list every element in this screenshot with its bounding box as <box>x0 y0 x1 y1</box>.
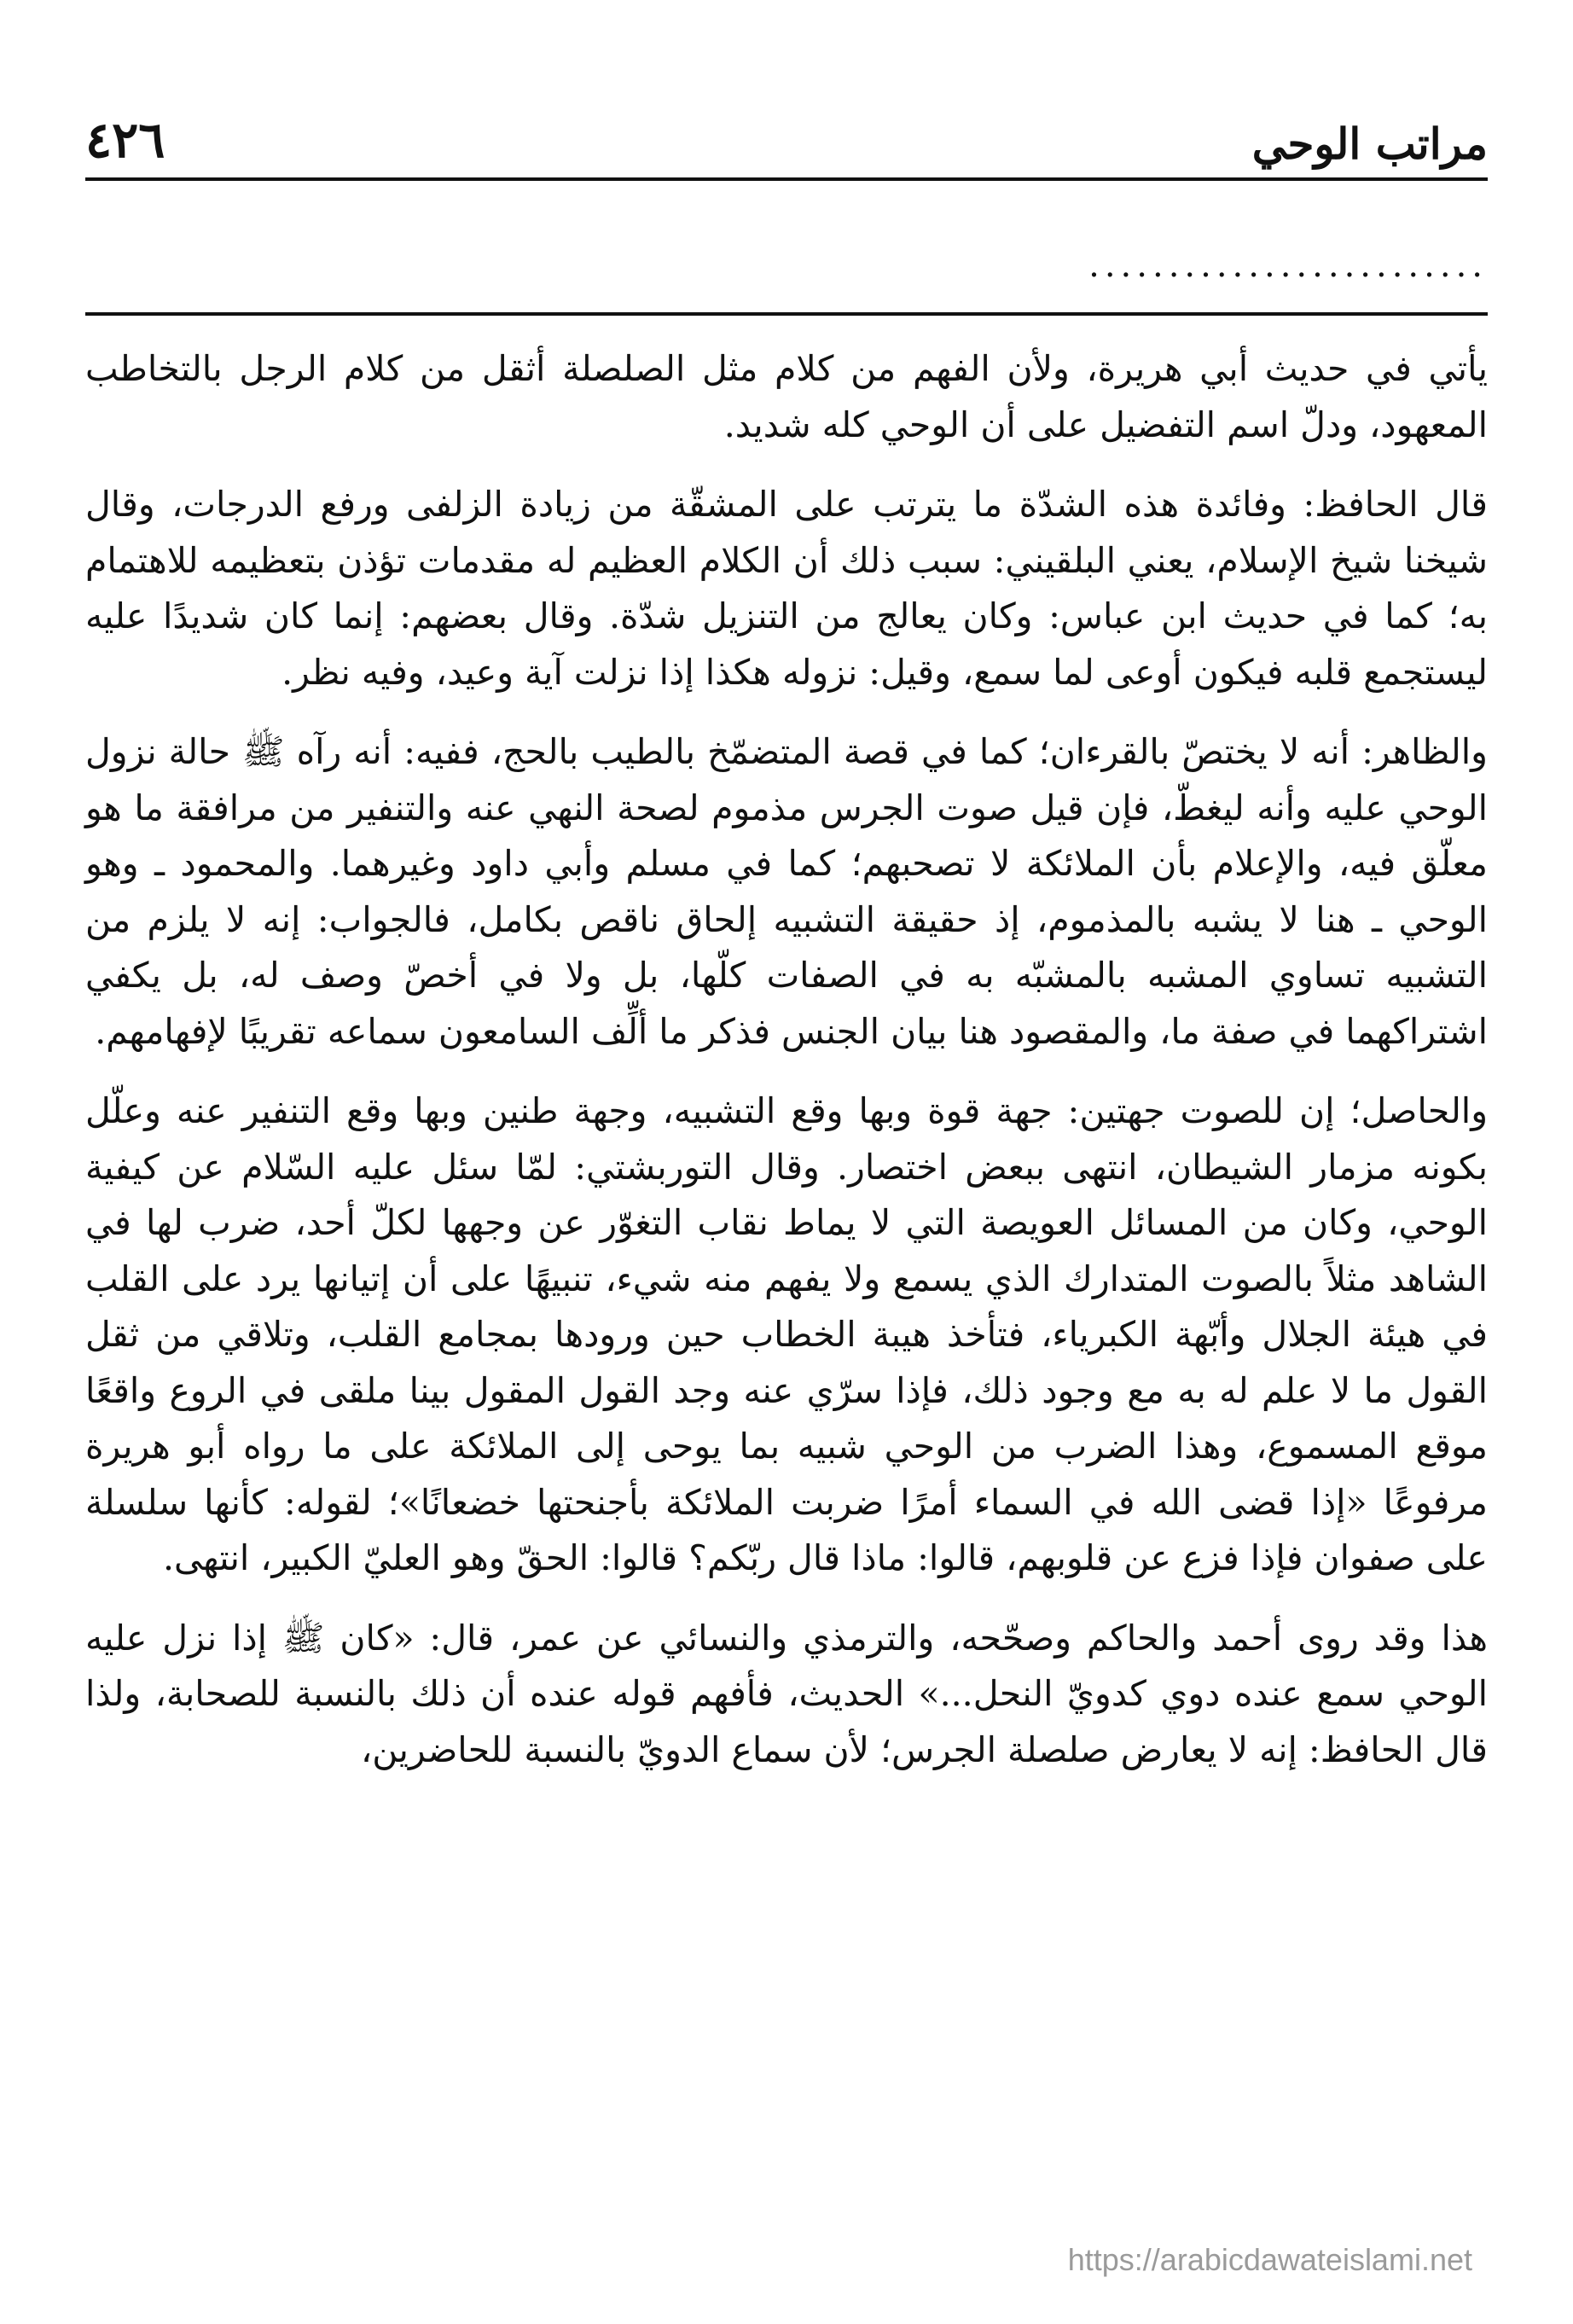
section-rule <box>85 312 1488 316</box>
running-title: مراتب الوحي <box>1251 119 1488 169</box>
page-number: ٤٢٦ <box>85 111 165 169</box>
paragraph: قال الحافظ: وفائدة هذه الشدّة ما يترتب على المشقّة من زيادة الزلفى ورفع الدرجات، وقال شيخنا شيخ الإسلام، يعني البلقيني: سبب ذلك أن الكلام العظيم له مقدمات تؤذن بتعظيمه للاهتمام به؛ كما في حديث ابن عباس: وكان يعالج من التنزيل شدّة. وقال بعضهم: إنما كان شديدًا عليه ليستجمع قلبه فيكون أوعى لما سمع، وقيل: نزوله هكذا إذا نزلت آية وعيد، وفيه نظر. <box>85 484 1488 693</box>
dotted-separator: ......................... <box>1088 246 1488 285</box>
paragraph: والظاهر: أنه لا يختصّ بالقرءان؛ كما في قصة المتضمّخ بالطيب بالحج، ففيه: أنه رآه ﷺ حالة نزول الوحي عليه وأنه ليغطّ، فإن قيل صوت الجرس مذموم لصحة النهي عنه والتنفير من مرافقة ما هو معلّق فيه، والإعلام بأن الملائكة لا تصحبهم؛ كما في مسلم وأبي داود وغيرهما. والمحمود ـ وهو الوحي ـ هنا لا يشبه بالمذموم، إذ حقيقة التشبيه إلحاق ناقص بكامل، فالجواب: إنه لا يلزم من التشبيه تساوي المشبه بالمشبّه به في الصفات كلّها، بل ولا في أخصّ وصف له، بل يكفي اشتراكهما في صفة ما، والمقصود هنا بيان الجنس فذكر ما ألِّف السامعون سماعه تقريبًا لإفهامهم. <box>85 731 1488 1052</box>
body-text <box>85 341 1488 1802</box>
header-rule <box>85 177 1488 181</box>
running-head <box>85 101 1488 169</box>
paragraph: والحاصل؛ إن للصوت جهتين: جهة قوة وبها وقع التشبيه، وجهة طنين وبها وقع التنفير عنه وعلّل بكونه مزمار الشيطان، انتهى ببعض اختصار. وقال التوربشتي: لمّا سئل عليه السّلام عن كيفية الوحي، وكان من المسائل العويصة التي لا يماط نقاب التغوّر عن وجهها لكلّ أحد، ضرب لها في الشاهد مثلاً بالصوت المتدارك الذي يسمع ولا يفهم منه شيء، تنبيهًا على أن إتيانها يرد على القلب في هيئة الجلال وأبّهة الكبرياء، فتأخذ هيبة الخطاب حين ورودها بمجامع القلب، وتلاقي من ثقل القول ما لا علم له به مع وجود ذلك، فإذا سرّي عنه وجد القول المقول بينا ملقى في الروع واقعًا موقع المسموع، وهذا الضرب من الوحي شبيه بما يوحى إلى الملائكة على ما رواه أبو هريرة مرفوعًا «إذا قضى الله في السماء أمرًا ضربت الملائكة بأجنحتها خضعانًا»؛ لقوله: كأنها سلسلة على صفوان فإذا فزع عن قلوبهم، قالوا: ماذا قال ربّكم؟ قالوا: الحقّ وهو العليّ الكبير، انتهى. <box>85 1090 1489 1578</box>
paragraph: هذا وقد روى أحمد والحاكم وصحّحه، والترمذي والنسائي عن عمر، قال: «كان ﷺ إذا نزل عليه الوحي سمع عنده دوي كدويّ النحل...» الحديث، فأفهم قوله عنده أن ذلك بالنسبة للصحابة، ولذا قال الحافظ: إنه لا يعارض صلصلة الجرس؛ لأن سماع الدويّ بالنسبة للحاضرين، <box>85 1617 1489 1770</box>
paragraph: يأتي في حديث أبي هريرة، ولأن الفهم من كلام مثل الصلصلة أثقل من كلام الرجل بالتخاطب المعهود، ودلّ اسم التفضيل على أن الوحي كله شديد. <box>85 348 1488 445</box>
watermark: https://arabicdawateislami.net <box>1067 2242 1472 2277</box>
